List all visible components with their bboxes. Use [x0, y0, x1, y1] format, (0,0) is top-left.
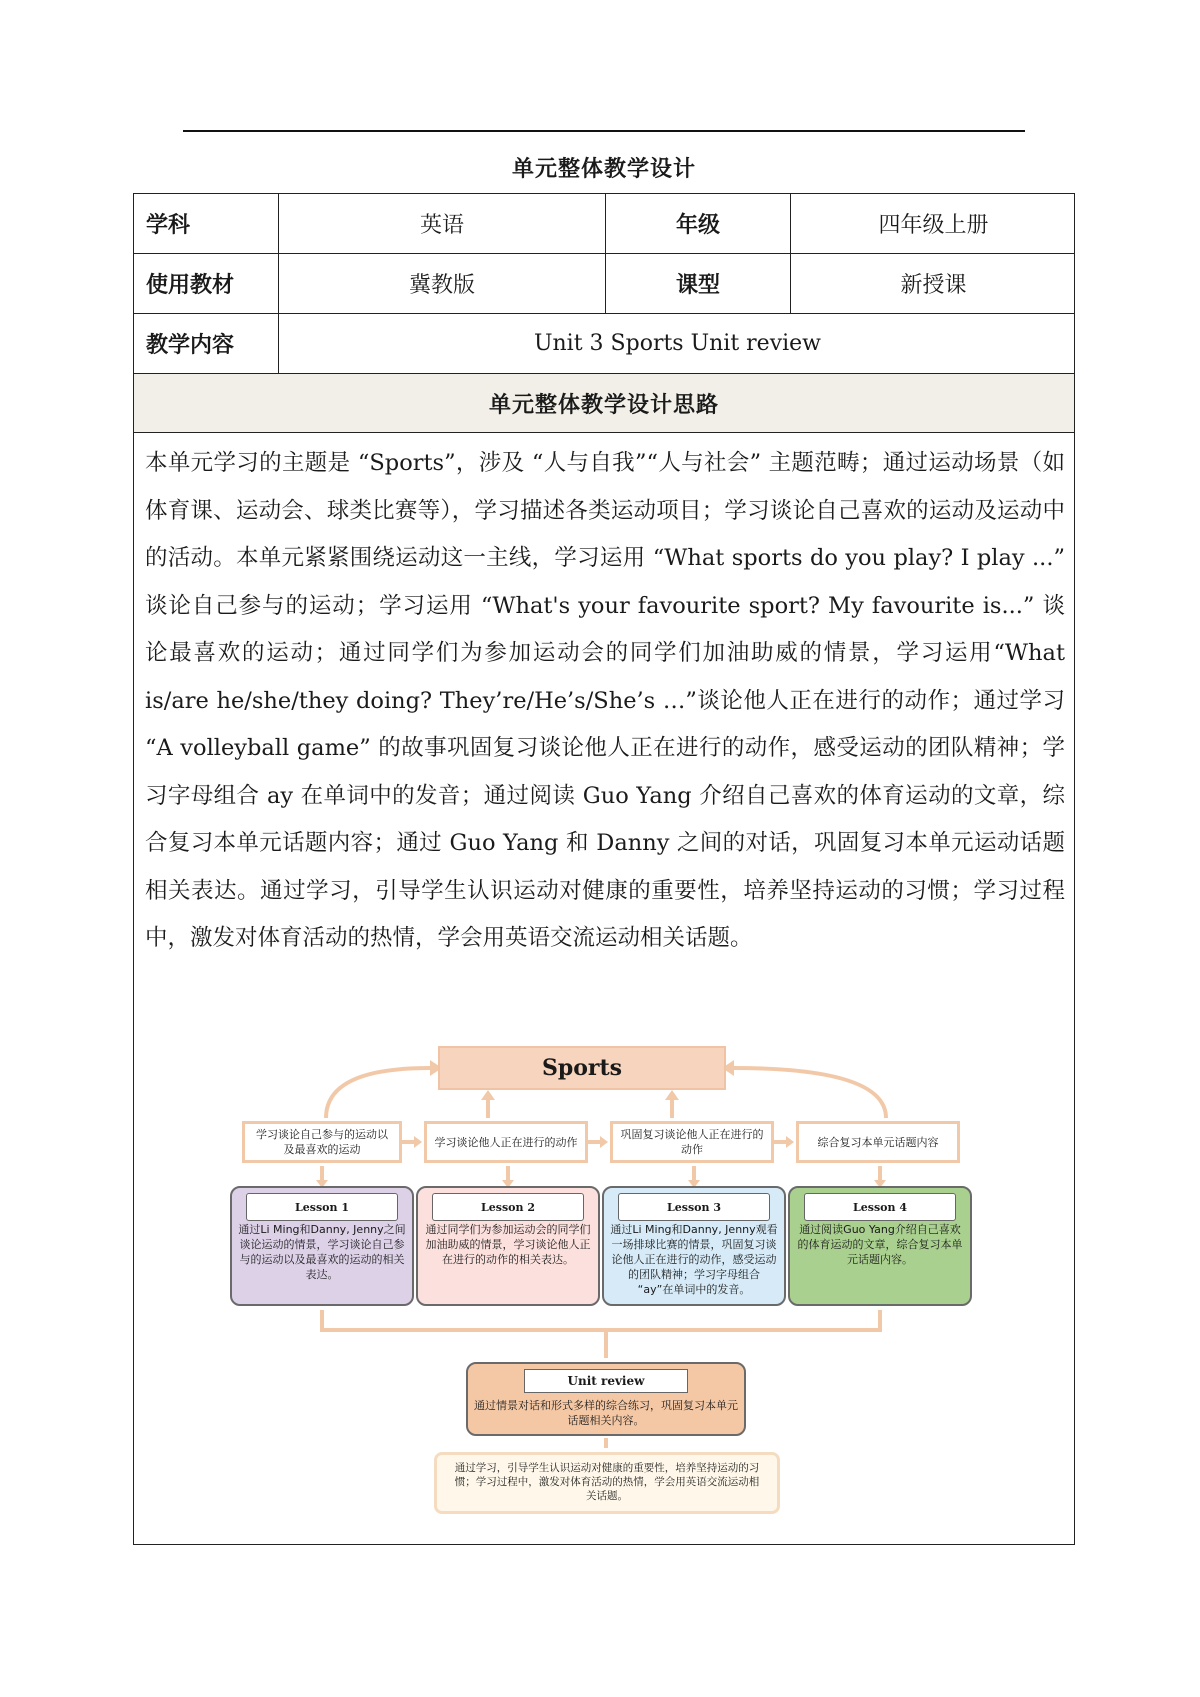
unit-diagram	[230, 1038, 992, 1523]
lesson-1-box	[230, 1186, 414, 1306]
design-table	[133, 193, 1075, 1545]
arrowhead-2-3	[600, 1136, 608, 1148]
arrowhead-3-4	[786, 1136, 794, 1148]
topic-box-4: 综合复习本单元话题内容	[796, 1121, 960, 1163]
arrowhead-up-2	[481, 1090, 495, 1100]
arrow-right-loop	[734, 1068, 886, 1118]
content-label: 教学内容	[134, 314, 279, 373]
lesson-1-tag: Lesson 1	[246, 1193, 398, 1221]
textbook-label: 使用教材	[134, 254, 279, 313]
subject-label: 学科	[134, 194, 279, 253]
bracket-lessons	[322, 1310, 880, 1330]
lesson-3-tag: Lesson 3	[618, 1193, 770, 1221]
unit-review-tag: Unit review	[524, 1369, 688, 1393]
center-topic-box: Sports	[438, 1046, 726, 1090]
topic-box-2: 学习谈论他人正在进行的动作	[424, 1121, 588, 1163]
row-content	[134, 314, 1074, 374]
lesson-2-box	[416, 1186, 600, 1306]
lesson-4-tag: Lesson 4	[804, 1193, 956, 1221]
topic-box-1: 学习谈论自己参与的运动以及最喜欢的运动	[242, 1121, 402, 1163]
row-subject	[134, 194, 1074, 254]
lesson-3-box	[602, 1186, 786, 1306]
content-value: Unit 3 Sports Unit review	[533, 331, 822, 356]
lesson-4-text: 通过阅读Guo Yang介绍自己喜欢的体育运动的文章，综合复习本单元话题内容。	[797, 1223, 963, 1266]
topic-box-3: 巩固复习谈论他人正在进行的动作	[610, 1121, 774, 1163]
lesson-type-label: 课型	[606, 254, 791, 313]
row-section-heading	[134, 374, 1074, 433]
subject-value: 英语	[279, 194, 606, 253]
header-rule	[183, 130, 1025, 132]
lesson-3-text: 通过Li Ming和Danny, Jenny观看一场排球比赛的情景，巩固复习谈论他人正在进行的动作，感受运动的团队精神；学习字母组合 “ay”在单词中的发音。	[610, 1223, 778, 1296]
row-textbook	[134, 254, 1074, 314]
design-paragraph: 本单元学习的主题是 “Sports”，涉及 “人与自我”“人与社会” 主题范畴；通过运动场景（如体育课、运动会、球类比赛等），学习描述各类运动项目；学习谈论自己喜欢的运动及运动中的活动。本单元紧紧围绕运动这一主线，学习运用 “What sports do you play? I play ...” 谈论自己参与的运动；学习运用 “What's your favourite sport? My favourite is...” 谈论最喜欢的运动；通过同学们为参加运动会的同学们加油助威的情景，学习运用“What is/are he/she/they doing? They’re/He’s/She’s …”谈论他人正在进行的动作；通过学习 “A volleyball game” 的故事巩固复习谈论他人正在进行的动作，感受运动的团队精神；学习字母组合 ay 在单词中的发音；通过阅读 Guo Yang 介绍自己喜欢的体育运动的文章，综合复习本单元话题内容；通过 Guo Yang 和 Danny 之间的对话，巩固复习本单元运动话题相关表达。通过学习，引导学生认识运动对健康的重要性，培养坚持运动的习惯；学习过程中，激发对体育活动的热情，学会用英语交流运动相关话题。	[145, 450, 1065, 951]
lesson-1-text: 通过Li Ming和Danny, Jenny之间谈论运动的情景，学习谈论自己参与的运动以及最喜欢的运动的相关表达。	[238, 1223, 406, 1281]
textbook-value: 冀教版	[279, 254, 606, 313]
lesson-type-value: 新授课	[900, 273, 967, 298]
arrowhead-1-2	[414, 1136, 422, 1148]
unit-review-box	[466, 1362, 746, 1436]
lesson-2-text: 通过同学们为参加运动会的同学们加油助威的情景，学习谈论他人正在进行的动作的相关表达。	[425, 1223, 591, 1266]
arrowhead-up-3	[665, 1090, 679, 1100]
learning-goal-box: 通过学习，引导学生认识运动对健康的重要性，培养坚持运动的习惯；学习过程中，激发对体育活动的热情，学会用英语交流运动相关话题。	[434, 1452, 780, 1514]
lesson-2-tag: Lesson 2	[432, 1193, 584, 1221]
grade-label: 年级	[606, 194, 791, 253]
section-heading: 单元整体教学设计思路	[134, 374, 1074, 432]
document-title: 单元整体教学设计	[511, 157, 696, 182]
unit-review-text: 通过情景对话和形式多样的综合练习，巩固复习本单元话题相关内容。	[474, 1399, 738, 1427]
arrow-left-loop	[326, 1068, 430, 1118]
grade-value: 四年级上册	[878, 213, 989, 238]
lesson-4-box	[788, 1186, 972, 1306]
